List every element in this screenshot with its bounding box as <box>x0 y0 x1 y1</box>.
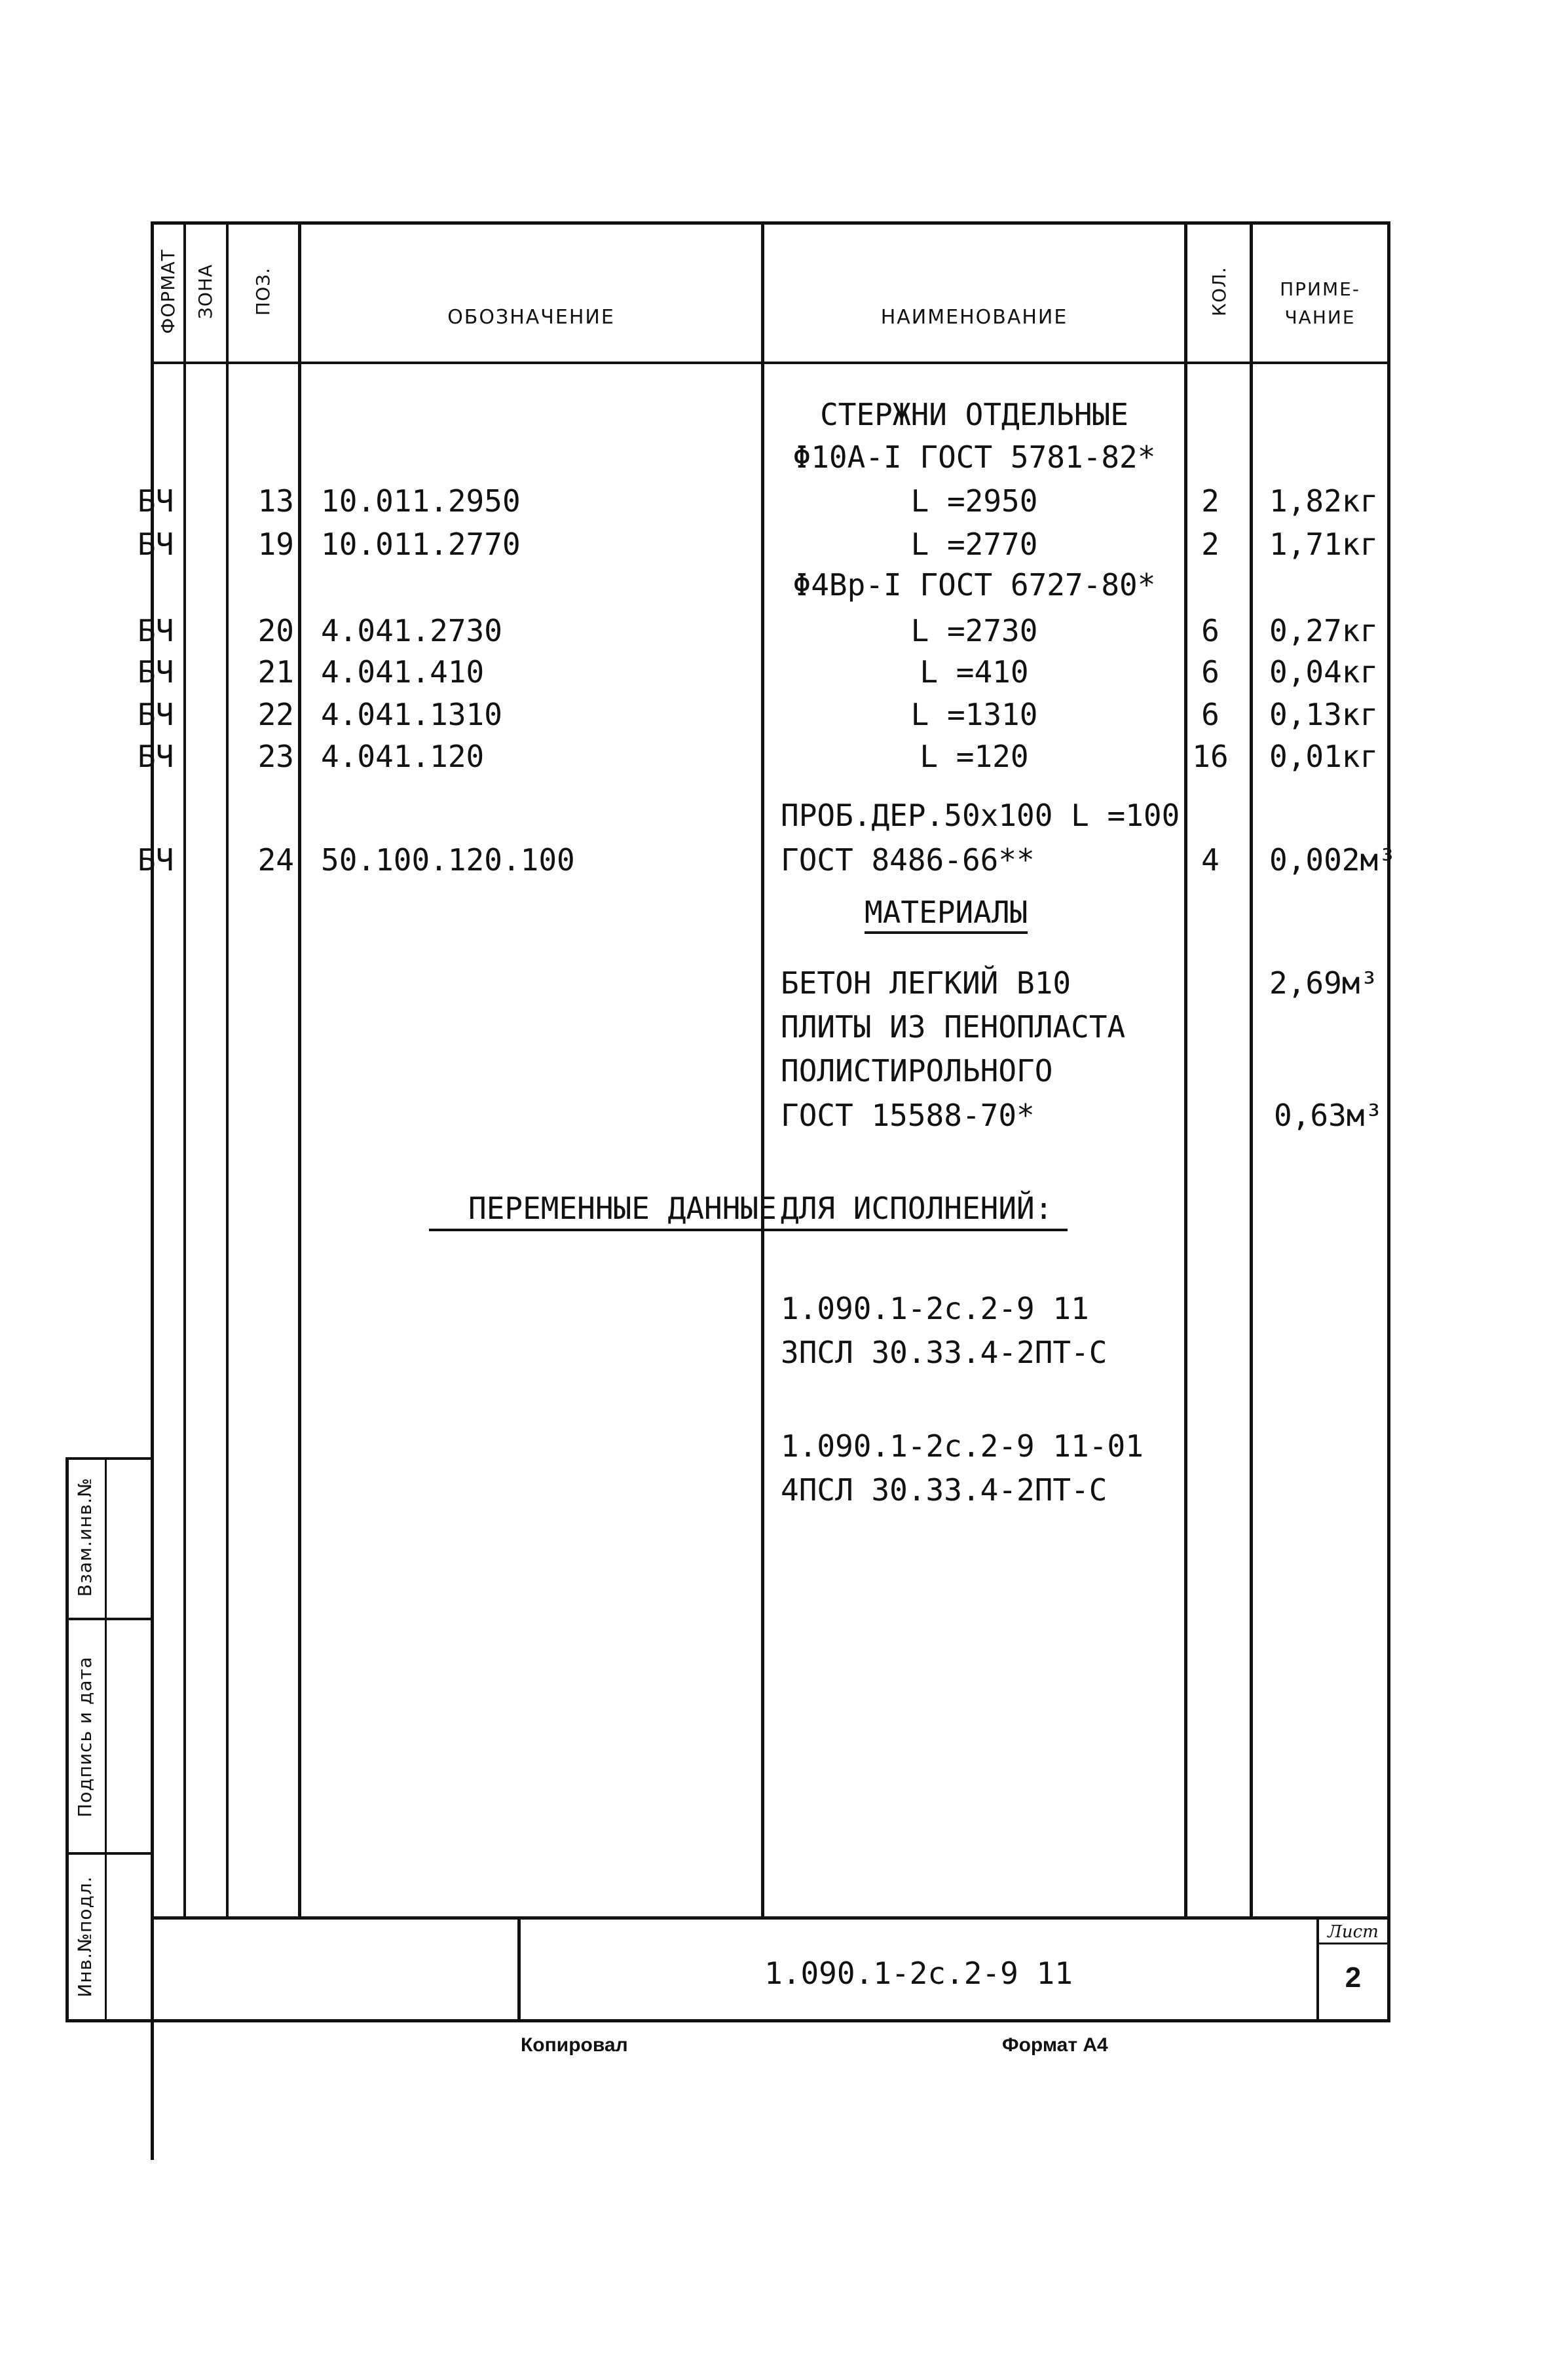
variant-2-mark: 4ПСЛ 30.33.4-2ПТ-С <box>781 1472 1108 1508</box>
sign-date-label: Подпись и дата <box>74 1656 96 1817</box>
concrete-name: БЕТОН ЛЕГКИЙ B10 <box>781 965 1071 1001</box>
header-qty: КОЛ. <box>1208 267 1230 316</box>
header-format: ФОРМАТ <box>157 249 179 334</box>
row-format: БЧ <box>138 483 174 519</box>
concrete-note: 2,69м³ <box>1269 965 1379 1001</box>
row-pos: 19 <box>257 527 294 562</box>
row-designation: 4.041.1310 <box>321 697 502 732</box>
header-zone: ЗОНА <box>195 263 216 320</box>
row-format: БЧ <box>138 527 174 562</box>
plug-pos: 24 <box>257 842 294 878</box>
foam-note: 0,63м³ <box>1274 1098 1383 1133</box>
row-pos: 21 <box>257 654 294 690</box>
row-note: 0,01кг <box>1269 739 1379 774</box>
variable-title-right: ДЛЯ ИСПОЛНЕНИЙ: <box>781 1191 1053 1226</box>
foam-name-1: ПЛИТЫ ИЗ ПЕНОПЛАСТА <box>781 1009 1126 1045</box>
variable-title-left: ПЕРЕМЕННЫЕ ДАННЫЕ <box>468 1191 777 1226</box>
plug-name-1: ПРОБ.ДЕР.50x100 L =100 <box>781 798 1180 833</box>
row-note: 1,71кг <box>1269 527 1379 562</box>
foam-name-3: ГОСТ 15588-70* <box>781 1098 1035 1133</box>
row-format: БЧ <box>138 654 174 690</box>
plug-qty: 4 <box>1201 842 1220 878</box>
variant-2-code: 1.090.1-2c.2-9 11-01 <box>781 1428 1144 1464</box>
rods-title-2: Φ10A-I ГОСТ 5781-82* <box>792 439 1156 475</box>
header-note-2: ЧАНИЕ <box>1284 307 1356 328</box>
footer-copied: Копировал <box>521 2034 628 2056</box>
row-designation: 4.041.2730 <box>321 613 502 648</box>
row-qty: 6 <box>1201 613 1220 648</box>
sheet-label: Лист <box>1328 1922 1379 1942</box>
row-pos: 23 <box>257 739 294 774</box>
inv-orig-label: Инв.№подл. <box>74 1876 96 1998</box>
plug-designation: 50.100.120.100 <box>321 842 575 878</box>
row-pos: 22 <box>257 697 294 732</box>
sheet-number: 2 <box>1345 1962 1362 1994</box>
row-format: БЧ <box>138 613 174 648</box>
row-designation: 4.041.120 <box>321 739 485 774</box>
row-qty: 2 <box>1201 527 1220 562</box>
row-name: L =1310 <box>910 697 1038 732</box>
row-name: L =2770 <box>910 527 1038 562</box>
row-qty: 2 <box>1201 483 1220 519</box>
variable-underline <box>429 1229 1068 1231</box>
row-name: L =410 <box>920 654 1029 690</box>
row-note: 0,04кг <box>1269 654 1379 690</box>
header-pos: ПОЗ. <box>252 267 274 316</box>
header-name: НАИМЕНОВАНИЕ <box>880 306 1068 329</box>
header-designation: ОБОЗНАЧЕНИЕ <box>447 306 615 329</box>
rods-subtitle: Φ4Bp-I ГОСТ 6727-80* <box>792 567 1156 603</box>
row-qty: 16 <box>1192 739 1229 774</box>
row-pos: 13 <box>257 483 294 519</box>
row-qty: 6 <box>1201 697 1220 732</box>
row-pos: 20 <box>257 613 294 648</box>
plug-format: БЧ <box>138 842 174 878</box>
row-note: 0,13кг <box>1269 697 1379 732</box>
plug-name-2: ГОСТ 8486-66** <box>781 842 1035 878</box>
row-qty: 6 <box>1201 654 1220 690</box>
row-note: 0,27кг <box>1269 613 1379 648</box>
row-name: L =2730 <box>910 613 1038 648</box>
doc-code: 1.090.1-2c.2-9 11 <box>764 1956 1073 1991</box>
row-format: БЧ <box>138 697 174 732</box>
row-name: L =120 <box>920 739 1029 774</box>
variant-1-code: 1.090.1-2c.2-9 11 <box>781 1291 1089 1326</box>
row-designation: 10.011.2950 <box>321 483 521 519</box>
materials-title: МАТЕРИАЛЫ <box>865 897 1028 934</box>
header-note-1: ПРИМЕ- <box>1280 278 1360 300</box>
foam-name-2: ПОЛИСТИРОЛЬНОГО <box>781 1053 1053 1088</box>
row-note: 1,82кг <box>1269 483 1379 519</box>
row-name: L =2950 <box>910 483 1038 519</box>
footer-format: Формат А4 <box>1002 2034 1108 2056</box>
replace-inv-label: Взам.инв.№ <box>74 1477 96 1597</box>
variant-1-mark: 3ПСЛ 30.33.4-2ПТ-С <box>781 1335 1108 1370</box>
rods-title-1: СТЕРЖНИ ОТДЕЛЬНЫЕ <box>820 397 1128 432</box>
row-format: БЧ <box>138 739 174 774</box>
plug-note: 0,002м³ <box>1269 842 1396 878</box>
row-designation: 4.041.410 <box>321 654 485 690</box>
row-designation: 10.011.2770 <box>321 527 521 562</box>
